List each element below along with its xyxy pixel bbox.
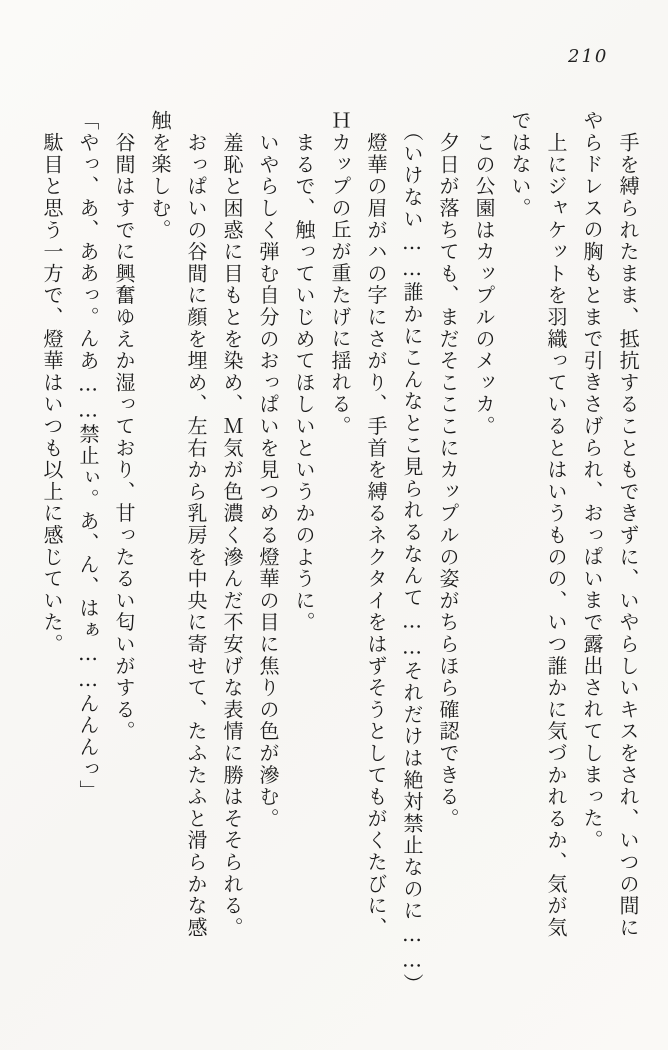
text-line: ではない。 <box>508 110 532 219</box>
text-line: 羞恥と困惑に目もとを染め、Ｍ気が色濃く滲んだ不安げな表情に勝はそそられる。 <box>220 132 244 939</box>
text-line: まるで、触っていじめてほしいというかのように。 <box>292 132 316 634</box>
text-line: 谷間はすでに興奮ゆえか湿っており、甘ったるい匂いがする。 <box>112 132 136 743</box>
text-line: おっぱいの谷間に顔を埋め、左右から乳房を中央に寄せて、たふたふと滑らかな感 <box>184 132 208 939</box>
text-line: Ｈカップの丘が重たげに揺れる。 <box>328 110 352 437</box>
text-line: 手を縛られたまま、抵抗することもできずに、いやらしいキスをされ、いつの間に <box>616 132 640 939</box>
page-number: 210 <box>568 46 609 67</box>
text-line: 駄目と思う一方で、燈華はいつも以上に感じていた。 <box>40 132 64 656</box>
text-line: 夕日が落ちても、まだそこここにカップルの姿がちらほら確認できる。 <box>436 132 460 830</box>
text-line: いやらしく弾む自分のおっぱいを見つめる燈華の目に焦りの色が滲む。 <box>256 132 280 830</box>
text-line: 燈華の眉がハの字にさがり、手首を縛るネクタイをはずそうとしてもがくたびに、 <box>364 132 388 939</box>
text-line: （いけない……誰かにこんなとこ見られるなんて……それだけは絶対禁止なのに……） <box>400 121 424 996</box>
text-line: 上にジャケットを羽織っているとはいうものの、いつ誰かに気づかれるか、気が気 <box>544 132 568 939</box>
text-line: 触を楽しむ。 <box>148 110 172 241</box>
text-line: 「やっ、あ、ああっ。んあ……禁止ぃ。あ、ん、はぁ……んんんっ」 <box>76 110 100 802</box>
text-block <box>42 110 638 1005</box>
text-line: この公園はカップルのメッカ。 <box>472 132 496 438</box>
text-line: やらドレスの胸もとまで引きさげられ、おっぱいまで露出されてしまった。 <box>580 110 604 852</box>
